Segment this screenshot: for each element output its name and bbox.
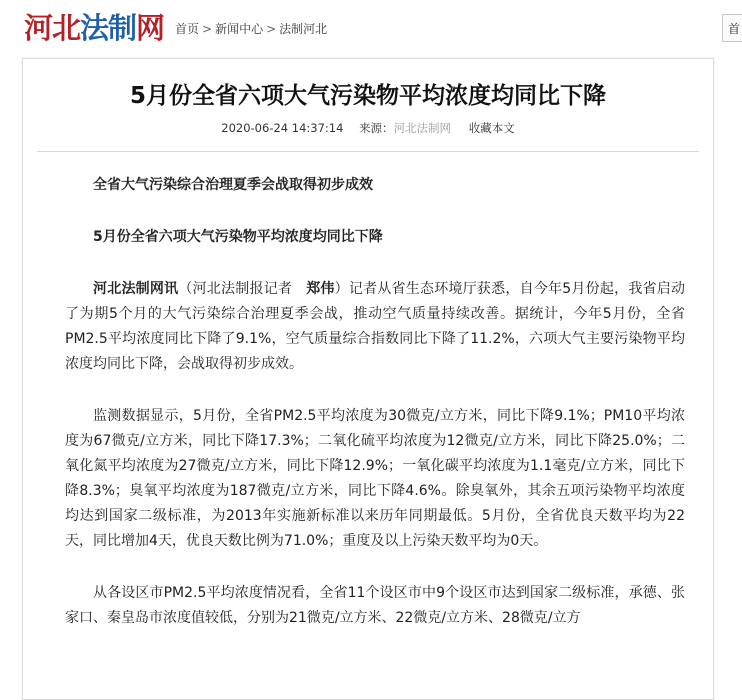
article-meta [23, 120, 713, 136]
breadcrumb-news-center[interactable]: 新闻中心 [215, 22, 264, 36]
favorite-button[interactable]: 收藏本文 [468, 121, 515, 135]
article-panel [22, 58, 714, 700]
breadcrumb-home[interactable]: 首页 [175, 22, 200, 36]
logo-text-c: 网 [136, 11, 165, 45]
breadcrumb-legal-hebei[interactable]: 法制河北 [279, 22, 328, 36]
reporter-credit-open: （河北法制报记者 [178, 281, 293, 297]
article-paragraph-1 [65, 277, 685, 377]
source-link[interactable]: 河北法制网 [393, 121, 452, 135]
site-logo[interactable] [24, 6, 164, 47]
breadcrumb [175, 20, 327, 37]
article-heading-1: 全省大气污染综合治理夏季会战取得初步成效 [93, 177, 373, 193]
article-paragraph-3: 从各设区市PM2.5平均浓度情况看，全省11个设区市中9个设区市达到国家二级标准，承德、张家口、秦皇岛市浓度值较低，分别为21微克/立方米、22微克/立方米、28微克/立方 [65, 585, 685, 626]
dateline: 河北法制网讯 [93, 281, 179, 297]
header-right-box[interactable]: 首 [722, 14, 742, 42]
article-body [65, 173, 685, 658]
paragraph-1-text: ）记者从省生态环境厅获悉，自今年5月份起，我省启动了为期5个月的大气污染综合治理夏季会战，推动空气质量持续改善。据统计，今年5月份，全省PM2.5平均浓度同比下降了9.1%，空气质量综合指数同比下降了11.2%，六项大气主要污染物平均浓度均同比下降，会战取得初步成效。 [65, 281, 685, 372]
article-paragraph-2: 监测数据显示，5月份，全省PM2.5平均浓度为30微克/立方米，同比下降9.1%；PM10平均浓度为67微克/立方米，同比下降17.3%；二氧化硫平均浓度为12微克/立方米，同比下降25.0%；二氧化氮平均浓度为27微克/立方米，同比下降12.9%；一氧化碳平均浓度为1.1毫克/立方米，同比下降8.3%；臭氧平均浓度为187微克/立方米，同比下降4.6%。除臭氧外，其余五项污染物平均浓度均达到国家二级标准，为2013年实施新标准以来历年同期最低。5月份，全省优良天数平均为22天，同比增加4天，优良天数比例为71.0%；重度及以上污染天数平均为0天。 [65, 408, 685, 549]
breadcrumb-separator: > [202, 22, 213, 36]
publish-datetime: 2020-06-24 14:37:14 [221, 121, 344, 135]
reporter-name: 郑伟 [306, 281, 335, 297]
article-heading-2: 5月份全省六项大气污染物平均浓度均同比下降 [93, 229, 383, 245]
title-divider [37, 151, 699, 152]
logo-text-a: 河北 [24, 11, 81, 45]
source-label: 来源： [359, 121, 394, 135]
breadcrumb-separator: > [266, 22, 277, 36]
logo-text-b: 法制 [80, 11, 137, 45]
site-header [0, 0, 741, 58]
article-title: 5月份全省六项大气污染物平均浓度均同比下降 [129, 83, 606, 109]
